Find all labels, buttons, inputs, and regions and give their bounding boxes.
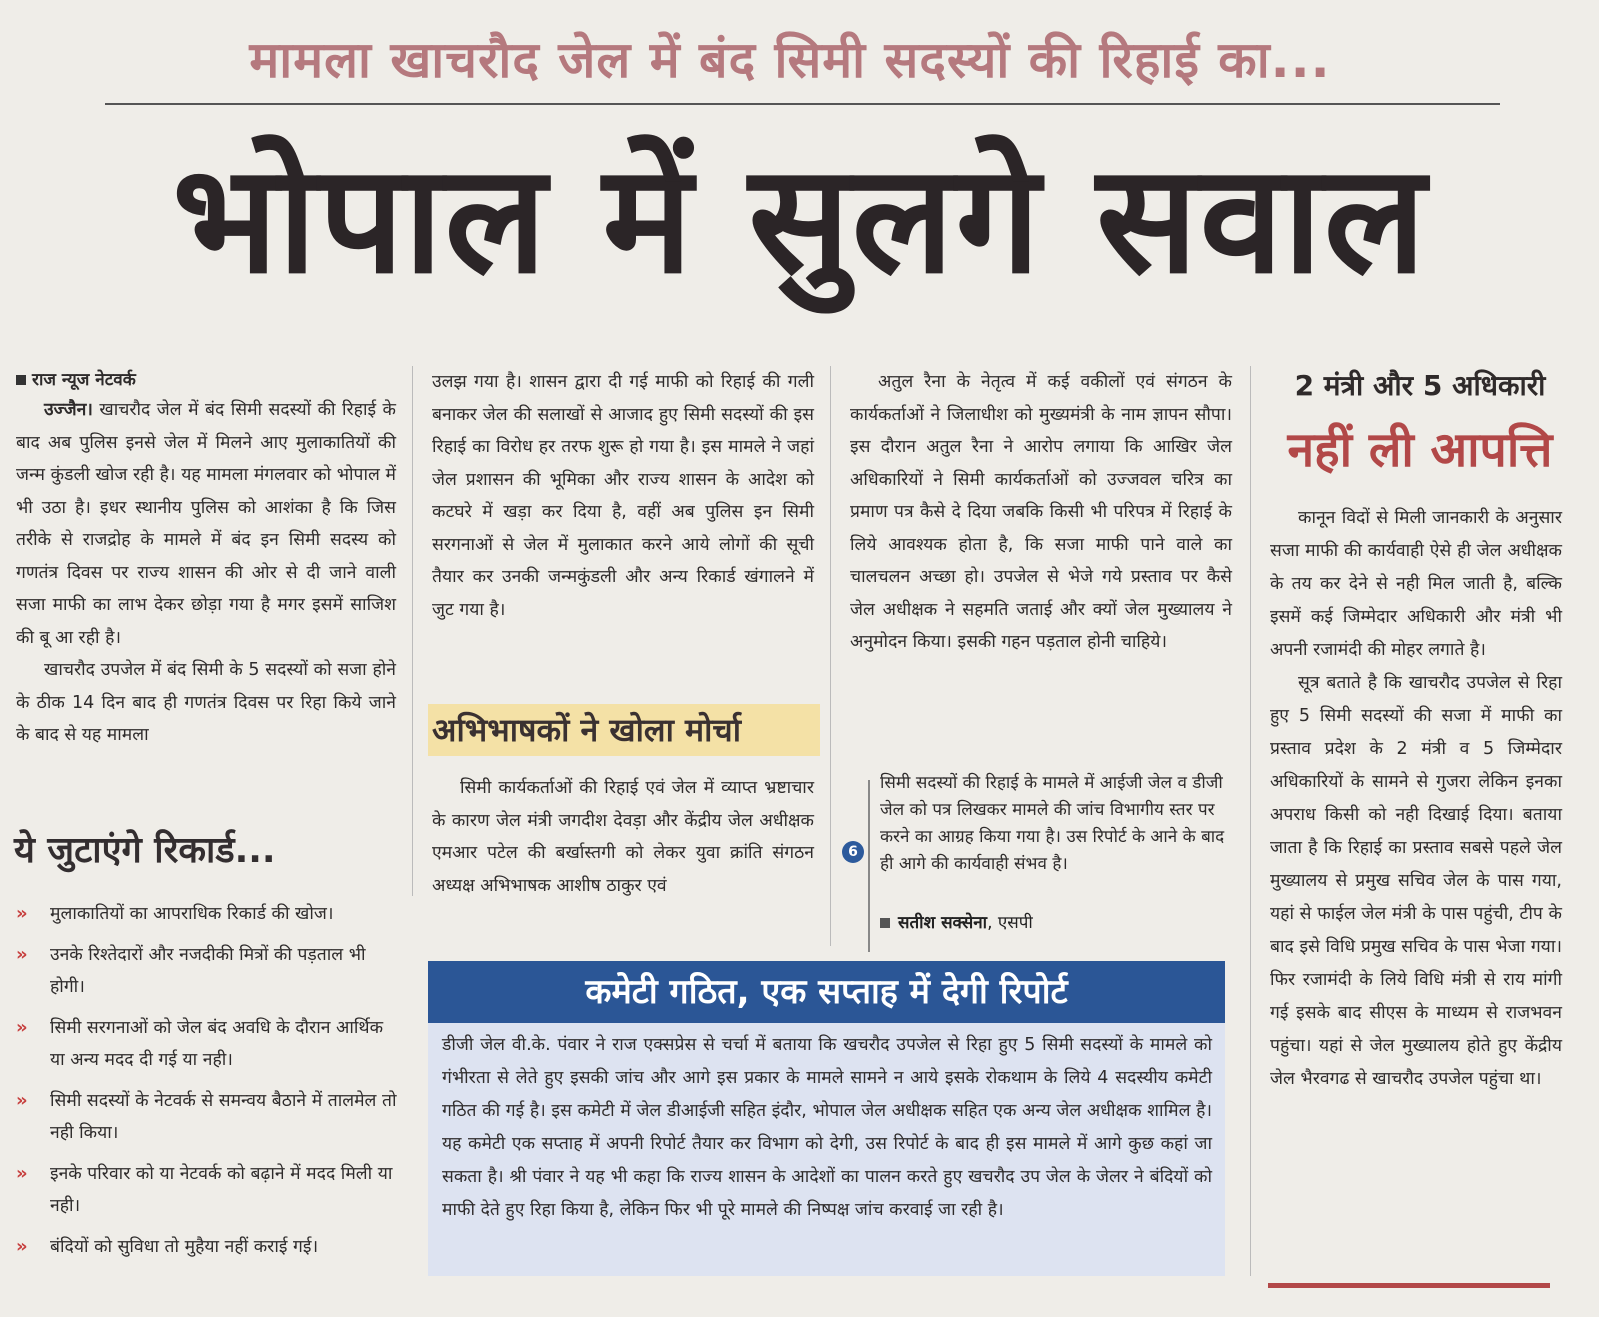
kicker-rule — [105, 103, 1500, 105]
list-item: » मुलाकातियों का आपराधिक रिकार्ड की खोज। — [16, 898, 401, 931]
records-list — [16, 898, 401, 1271]
column-2 — [432, 366, 814, 626]
main-headline: भोपाल में सुलगे सवाल — [172, 133, 1428, 307]
sidebar-body — [1270, 502, 1562, 1096]
quote-mark-icon: 6 — [842, 841, 864, 863]
column-3-paragraph-1: अतुल रैना के नेतृत्व में कई वकीलों एवं संगठन के कार्यकर्ताओं ने जिलाधीश को मुख्यमंत्री के नाम ज्ञापन सौपा। इस दौरान अतुल रैना ने आरोप लगाया कि आखिर जेल अधिकारियों ने सिमी कार्यकर्ताओं को उज्जवल चरित्र का प्रमाण पत्र कैसे दे दिया जबकि किसी भी परिपत्र में रिहाई के लिये आवश्यक होता है, कि सजा माफी पाने वाले का चालचलन अच्छा हो। उपजेल से भेजे गये प्रस्ताव पर कैसे जेल अधीक्षक ने सहमति जताई और क्यों जेल मुख्यालय ने अनुमोदन किया। इसकी गहन पड़ताल होनी चाहिये। — [850, 372, 1232, 652]
double-arrow-icon: » — [16, 903, 28, 924]
sidebar-paragraph-2: सूत्र बताते है कि खाचरौद उपजेल से रिहा हुए 5 सिमी सदस्यों की सजा में माफी का प्रस्ताव प्रदेश के 2 मंत्री व 5 जिम्मेदार अधिकारियों के सामने से गुजरा लेकिन इनका अपराध किसी को नही दिखाई दिया। बताया जाता है कि रिहाई का प्रस्ताव सबसे पहले जेल मुख्यालय से प्रमुख सचिव जेल के पास गया, यहां से फाईल जेल मंत्री के पास पहुंची, टीप के बाद इसे विधि प्रमुख सचिव के पास भेजा गया। फिर रजामंदी के लिये विधि मंत्री से राय मांगी गई इसके बाद सीएस के माध्यम से राजभवन पहुंचा। यहां से जेल मुख्यालय होते हुए केंद्रीय जेल भैरवगढ से खाचरौद उपजेल पहुंचा था। — [1270, 673, 1562, 1089]
sidebar-title-line-1: 2 मंत्री और 5 अधिकारी — [1294, 369, 1546, 402]
committee-body: डीजी जेल वी.के. पंवार ने राज एक्सप्रेस से चर्चा में बताया कि खचरौद उपजेल से रिहा हुए 5 सिमी सदस्यों के मामले को गंभीरता से लेते हुए इसकी जांच और आगे इस प्रकार के मामले सामने न आये इसके रोकथाम के लिये 4 सदस्यीय कमेटी गठित की गई है। इस कमेटी में जेल डीआईजी सहित इंदौर, भोपाल जेल अधीक्षक सहित एक अन्य जेल अधीक्षक शामिल है। यह कमेटी एक सप्ताह में अपनी रिपोर्ट तैयार कर विभाग को देगी, उस रिपोर्ट के बाद ही इस मामले में आगे कुछ कहां जा सकता है। श्री पंवार ने यह भी कहा कि राज्य शासन के आदेशों का पालन करते हुए खचरौद उप जेल के जेलर ने बंदियों को माफी देते हुए रिहा किया है, लेकिन फिर भी पूरे मामले की निष्पक्ष जांच करवाई जा रही है। — [442, 1035, 1212, 1220]
column-1-paragraph-2: खाचरौद उपजेल में बंद सिमी के 5 सदस्यों को सजा होने के ठीक 14 दिन बाद ही गणतंत्र दिवस पर रिहा किये जाने के बाद से यह मामला — [16, 660, 396, 745]
sidebar-title-line-2: नहीं ली आपत्ति — [1287, 422, 1553, 478]
double-arrow-icon: » — [16, 1162, 28, 1184]
column-1-paragraph-1: उज्जैन। खाचरौद जेल में बंद सिमी सदस्यों की रिहाई के बाद अब पुलिस इनसे जेल में मिलने आए मुलाकातियों की जन्म कुंडली खोज रही है। यह मामला मंगलवार को भोपाल में भी उठा है। इधर स्थानीय पुलिस को आशंका है कि जिस तरीके से राजद्रोह के मामले में बंद इन सिमी सदस्य को गणतंत्र दिवस पर राज्य शासन की ओर से दी जाने वाली सजा माफी का लाभ देकर छोड़ा गया है मगर इसमें साजिश की बू आ रही है। — [16, 400, 396, 648]
quote-text: सिमी सदस्यों की रिहाई के मामले में आईजी जेल व डीजी जेल को पत्र लिखकर मामले की जांच विभागीय स्तर पर करने का आग्रह किया गया है। उस रिपोर्ट के आने के बाद ही आगे की कार्यवाही संभव है। — [880, 773, 1225, 874]
column-2-paragraph-2: सिमी कार्यकर्ताओं की रिहाई एवं जेल में व्याप्त भ्रष्टाचार के कारण जेल मंत्री जगदीश देवड़ा और केंद्रीय जेल अधीक्षक एमआर पटेल की बर्खास्तगी को लेकर युवा क्रांति संगठन अध्यक्ष अभिभाषक आशीष ठाकुर एवं — [432, 778, 814, 896]
sidebar-paragraph-1: कानून विदों से मिली जानकारी के अनुसार सजा माफी की कार्यवाही ऐसे ही जेल अधीक्षक के तय कर देने से नही मिल जाती है, बल्कि इसमें कई जिम्मेदार अधिकारी और मंत्री भी अपनी रजामंदी की मोहर लगाते है। — [1270, 508, 1562, 660]
quote-signature: सतीश सक्सेना, एसपी — [880, 910, 1235, 937]
list-item: » इनके परिवार को या नेटवर्क को बढ़ाने में मदद मिली या नही। — [16, 1158, 401, 1223]
dateline: उज्जैन। — [44, 400, 93, 420]
double-arrow-icon: » — [16, 1235, 28, 1257]
list-item: » बंदियों को सुविधा तो मुहैया नहीं कराई गई। — [16, 1231, 401, 1264]
column-divider — [412, 366, 413, 896]
committee-heading: कमेटी गठित, एक सप्ताह में देगी रिपोर्ट — [428, 961, 1225, 1023]
column-divider — [830, 366, 831, 946]
committee-box — [428, 961, 1225, 1276]
byline-square-icon — [16, 375, 26, 385]
records-heading: ये जुटाएंगे रिकार्ड... — [14, 830, 276, 871]
list-item: » सिमी सरगनाओं को जेल बंद अवधि के दौरान आर्थिक या अन्य मदद दी गई या नही। — [16, 1012, 401, 1077]
column-2-lower — [432, 772, 814, 902]
double-arrow-icon: » — [16, 1089, 28, 1111]
column-divider — [1250, 366, 1251, 1276]
column-1 — [16, 366, 396, 752]
sidebar-bottom-rule — [1268, 1283, 1550, 1288]
kicker-headline: मामला खाचरौद जेल में बंद सिमी सदस्यों की रिहाई का... — [249, 31, 1331, 89]
list-item: » उनके रिश्तेदारों और नजदीकी मित्रों की पड़ताल भी होगी। — [16, 939, 401, 1004]
list-item: » सिमी सदस्यों के नेटवर्क से समन्वय बैठाने में तालमेल तो नही किया। — [16, 1085, 401, 1150]
double-arrow-icon: » — [16, 1016, 28, 1038]
double-arrow-icon: » — [16, 943, 28, 965]
signature-square-icon — [880, 918, 890, 928]
lawyers-subheading: अभिभाषकों ने खोला मोर्चा — [428, 704, 820, 756]
column-3 — [850, 366, 1232, 659]
column-2-paragraph-1: उलझ गया है। शासन द्वारा दी गई माफी को रिहाई की गली बनाकर जेल की सलाखों से आजाद हुए सिमी सदस्यों की इस रिहाई का विरोध हर तरफ शुरू हो गया है। इस मामले ने जहां जेल प्रशासन की भूमिका और राज्य शासन के आदेश को कटघरे में खड़ा कर दिया है, वहीं अब पुलिस इन सिमी सरगनाओं से जेल में मुलाकात करने आये लोगों की सूची तैयार कर उनकी जन्मकुंडली और अन्य रिकार्ड खंगालने में जुट गया है। — [432, 372, 814, 620]
byline: राज न्यूज नेटवर्क — [16, 366, 396, 394]
